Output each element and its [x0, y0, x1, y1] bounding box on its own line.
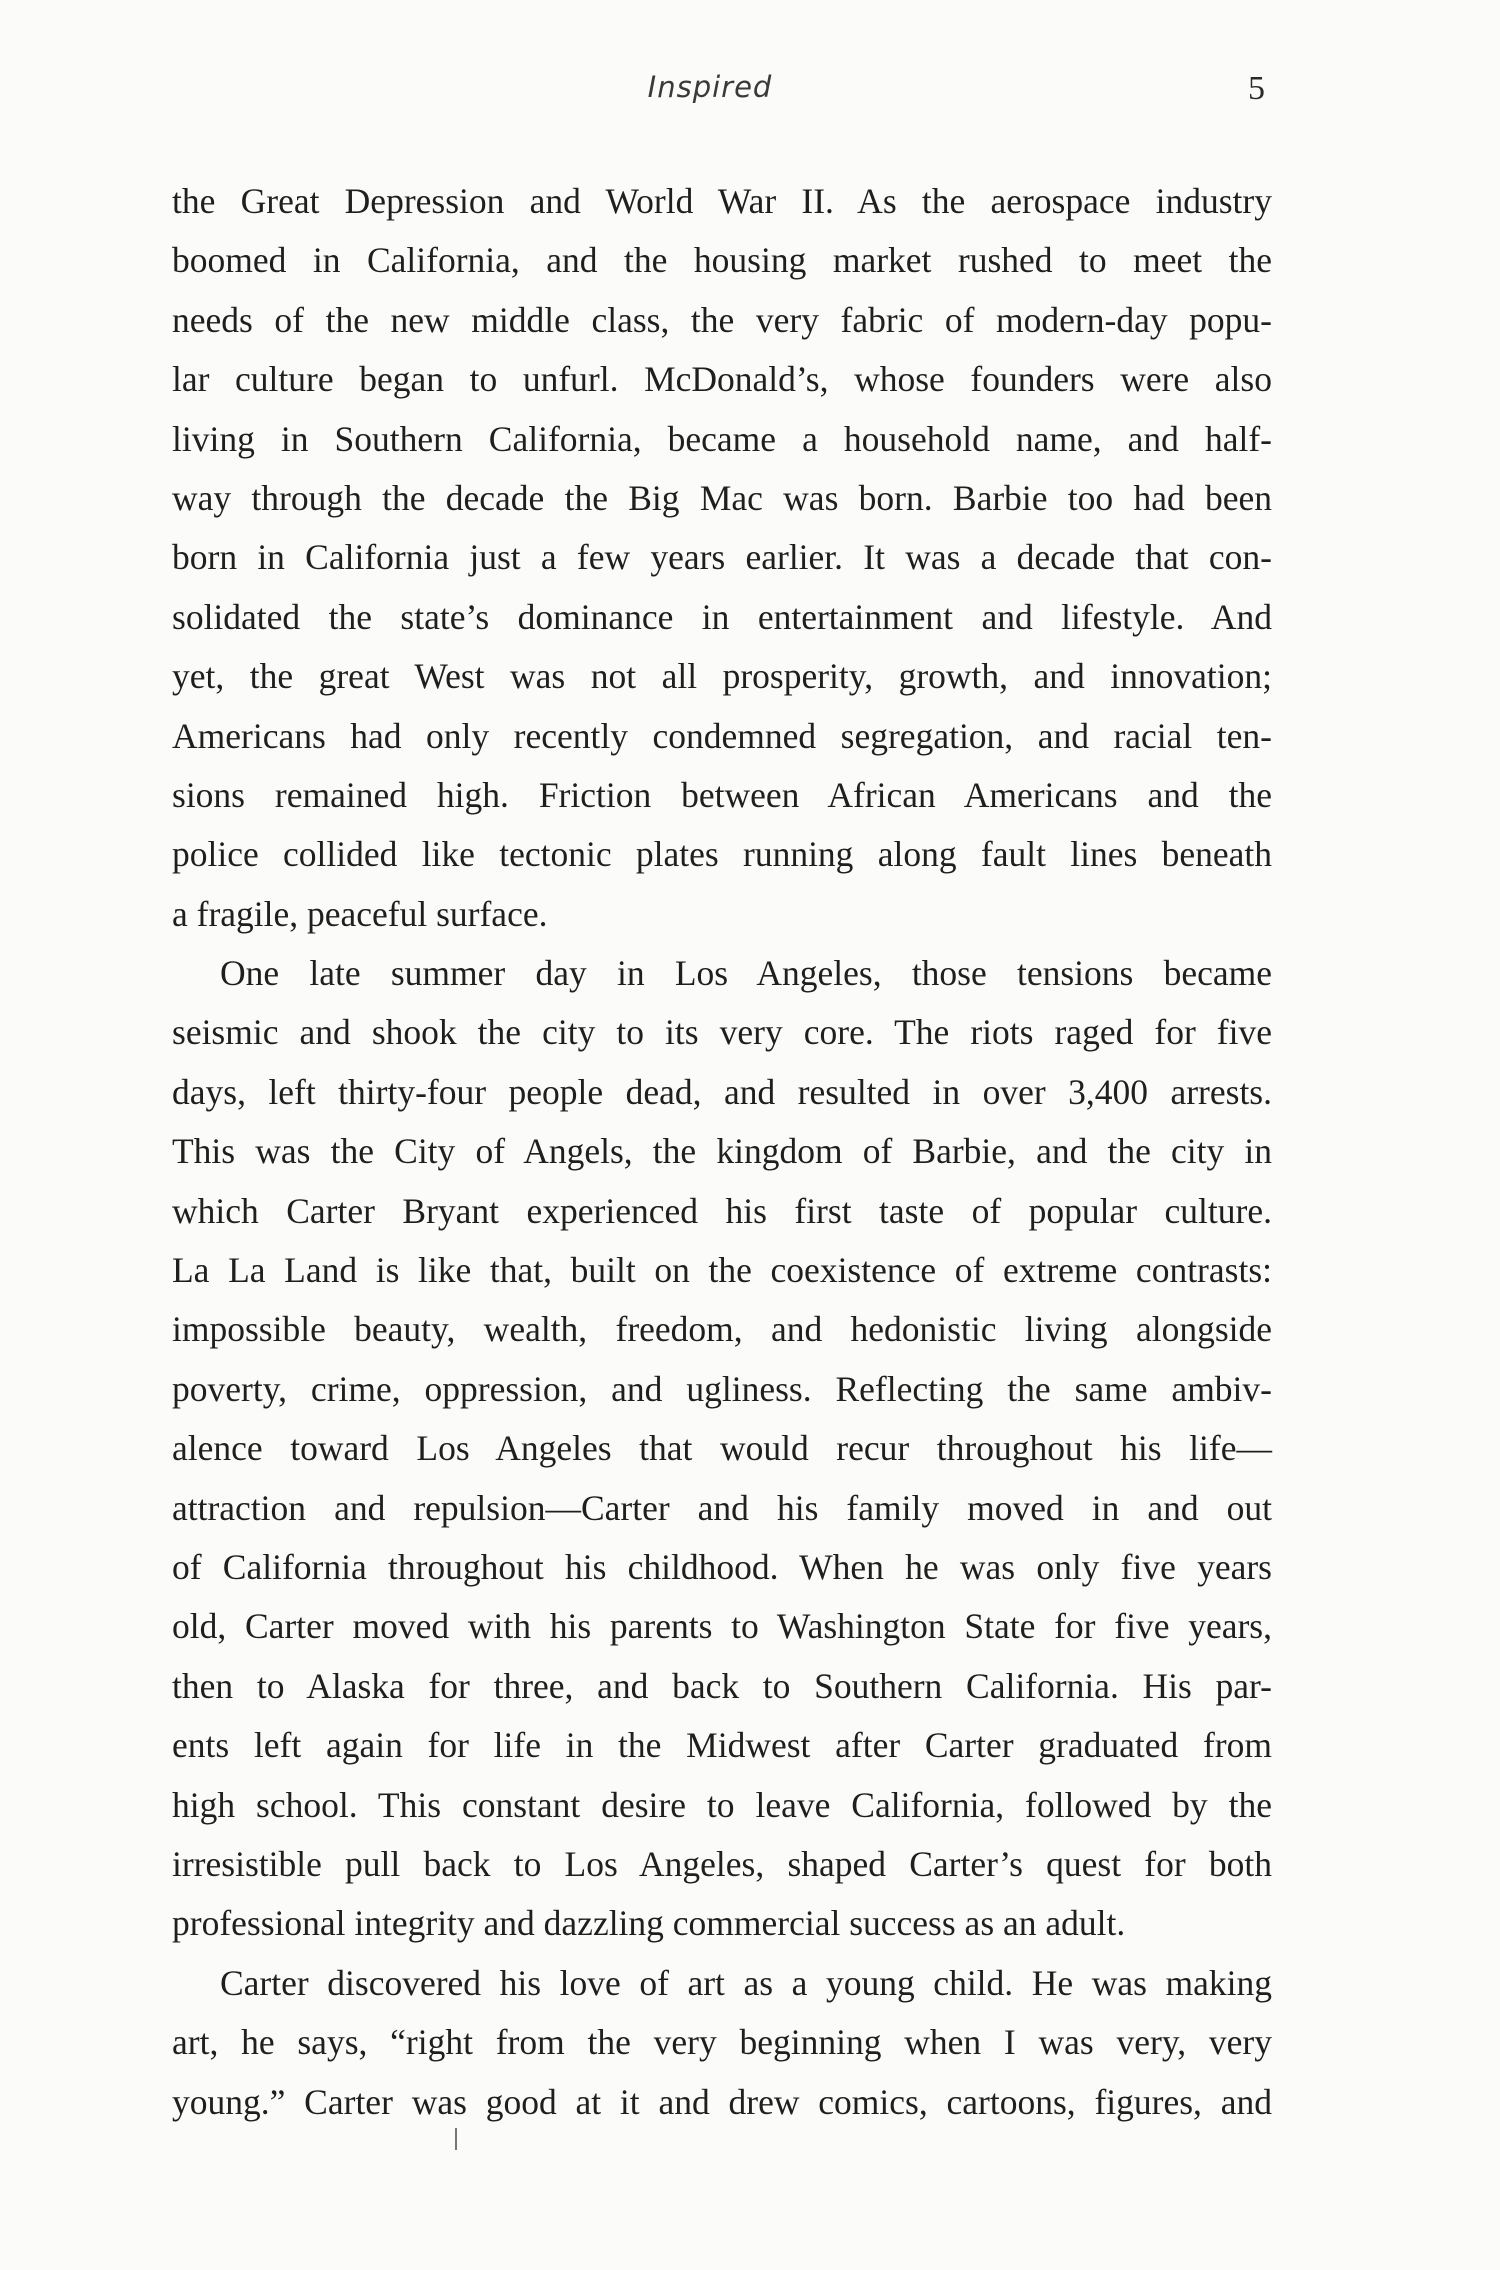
text-line: boomed in California, and the housing market rushed to meet the [172, 240, 1272, 281]
text-line: seismic and shook the city to its very core. The riots raged for five [172, 1012, 1272, 1053]
text-line: born in California just a few years earlier. It was a decade that con- [172, 537, 1272, 578]
text-line: One late summer day in Los Angeles, those tensions became [220, 953, 1272, 994]
text-line: poverty, crime, oppression, and ugliness. Reflecting the same ambiv- [172, 1368, 1272, 1409]
text-line: young.” Carter was good at it and drew comics, cartoons, figures, and [172, 2081, 1272, 2122]
text-line: sions remained high. Friction between African Americans and the [172, 774, 1272, 815]
text-line: high school. This constant desire to leave California, followed by the [172, 1784, 1272, 1825]
text-line: Carter discovered his love of art as a young child. He was making [220, 1962, 1272, 2003]
text-line: art, he says, “right from the very beginning when I was very, very [172, 2022, 1272, 2063]
text-line: living in Southern California, became a household name, and half- [172, 418, 1272, 459]
text-line: attraction and repulsion—Carter and his family moved in and out [172, 1487, 1272, 1528]
text-line: police collided like tectonic plates running along fault lines beneath [172, 834, 1272, 875]
running-title: Inspired [647, 70, 773, 104]
text-line: then to Alaska for three, and back to Southern California. His par- [172, 1665, 1272, 1706]
scan-mark [455, 2128, 457, 2150]
text-line: old, Carter moved with his parents to Washington State for five years, [172, 1606, 1272, 1647]
paragraph-3 [172, 1954, 1272, 2132]
paragraph-1 [172, 172, 1272, 944]
text-line: the Great Depression and World War II. As the aerospace industry [172, 181, 1272, 221]
page-number: 5 [1248, 70, 1265, 107]
text-line: yet, the great West was not all prosperity, growth, and innovation; [172, 656, 1272, 697]
text-line: irresistible pull back to Los Angeles, shaped Carter’s quest for both [172, 1843, 1272, 1884]
body-text [172, 172, 1272, 2132]
text-line: impossible beauty, wealth, freedom, and hedonistic living alongside [172, 1309, 1272, 1350]
text-line: ents left again for life in the Midwest after Carter graduated from [172, 1725, 1272, 1766]
text-line: professional integrity and dazzling commercial success as an adult. [172, 1903, 1126, 1944]
text-line: way through the decade the Big Mac was born. Barbie too had been [172, 477, 1272, 518]
text-line: which Carter Bryant experienced his first taste of popular culture. [172, 1190, 1272, 1231]
text-line: This was the City of Angels, the kingdom of Barbie, and the city in [172, 1131, 1272, 1172]
text-line: Americans had only recently condemned segregation, and racial ten- [172, 715, 1272, 756]
text-line: needs of the new middle class, the very fabric of modern-day popu- [172, 299, 1272, 340]
text-line: a fragile, peaceful surface. [172, 893, 548, 934]
text-line: of California throughout his childhood. When he was only five years [172, 1546, 1272, 1587]
text-line: alence toward Los Angeles that would recur throughout his life— [172, 1428, 1272, 1469]
paragraph-2 [172, 944, 1272, 1954]
text-line: La La Land is like that, built on the coexistence of extreme contrasts: [172, 1250, 1272, 1291]
running-head [0, 70, 1500, 120]
text-line: lar culture began to unfurl. McDonald’s, whose founders were also [172, 359, 1272, 400]
text-line: solidated the state’s dominance in entertainment and lifestyle. And [172, 596, 1272, 637]
text-line: days, left thirty-four people dead, and resulted in over 3,400 arrests. [172, 1071, 1272, 1112]
